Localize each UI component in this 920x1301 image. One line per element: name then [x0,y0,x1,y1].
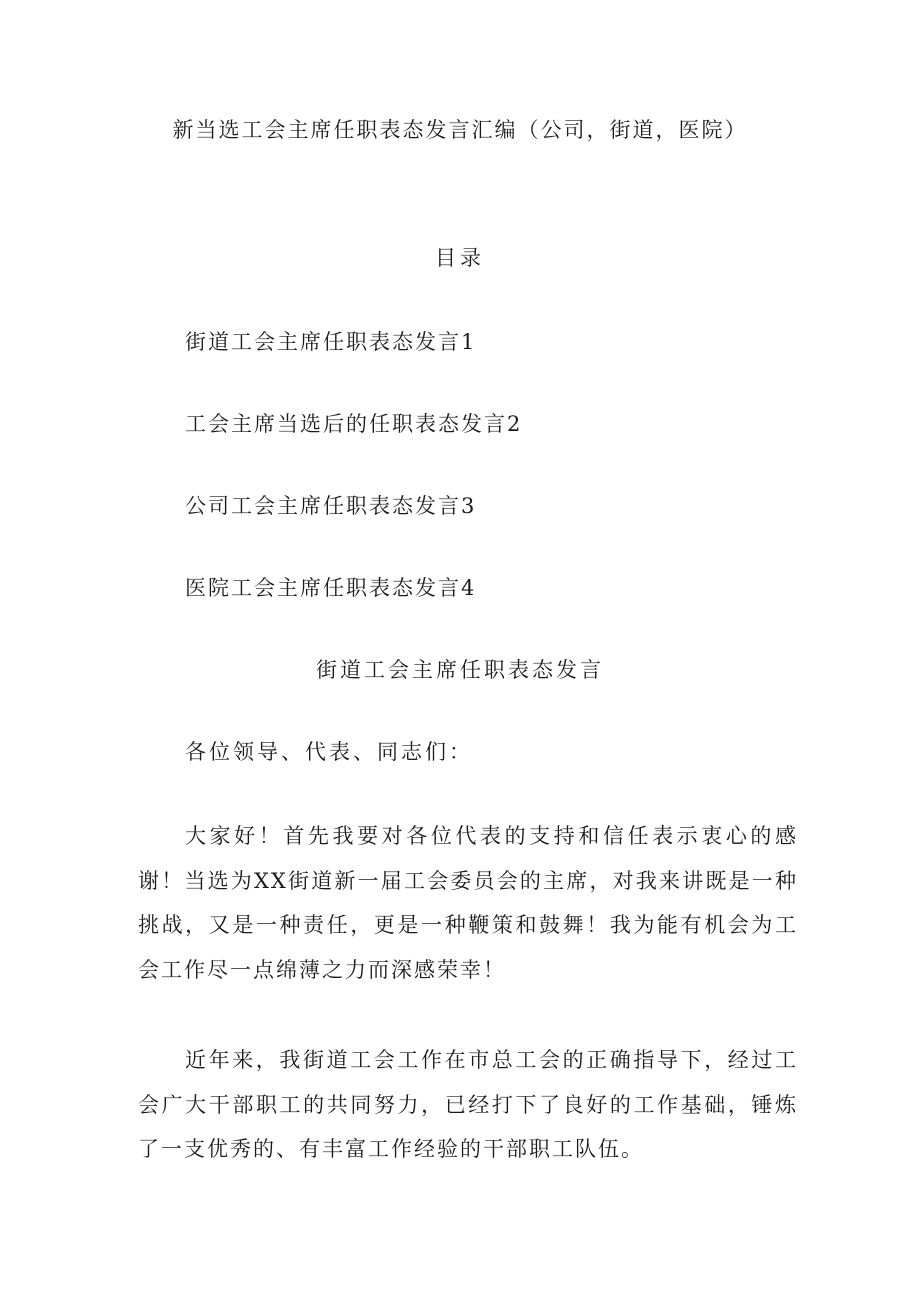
toc-item[interactable]: 工会主席当选后的任职表态发言2 [185,412,523,436]
body-paragraph: 近年来，我街道工会工作在市总工会的正确指导下，经过工会广大干部职工的共同努力，已经打下了良好的工作基础，锤炼了一支优秀的、有丰富工作经验的干部职工队伍。 [138,1048,798,1161]
section-title: 街道工会主席任职表态发言 [316,658,604,682]
toc-item[interactable]: 街道工会主席任职表态发言1 [185,330,477,354]
toc-item[interactable]: 公司工会主席任职表态发言3 [185,494,477,518]
toc-item[interactable]: 医院工会主席任职表态发言4 [185,576,477,600]
document-title: 新当选工会主席任职表态发言汇编（公司，街道，医院） [172,118,748,142]
salutation: 各位领导、代表、同志们： [185,740,473,764]
body-paragraph: 大家好！首先我要对各位代表的支持和信任表示衷心的感谢！当选为XX街道新一届工会委员会的主席，对我来讲既是一种挑战，又是一种责任，更是一种鞭策和鼓舞！我为能有机会为工会工作尽一点绵薄之力而深感荣幸！ [138,824,798,982]
toc-heading: 目录 [435,246,485,270]
